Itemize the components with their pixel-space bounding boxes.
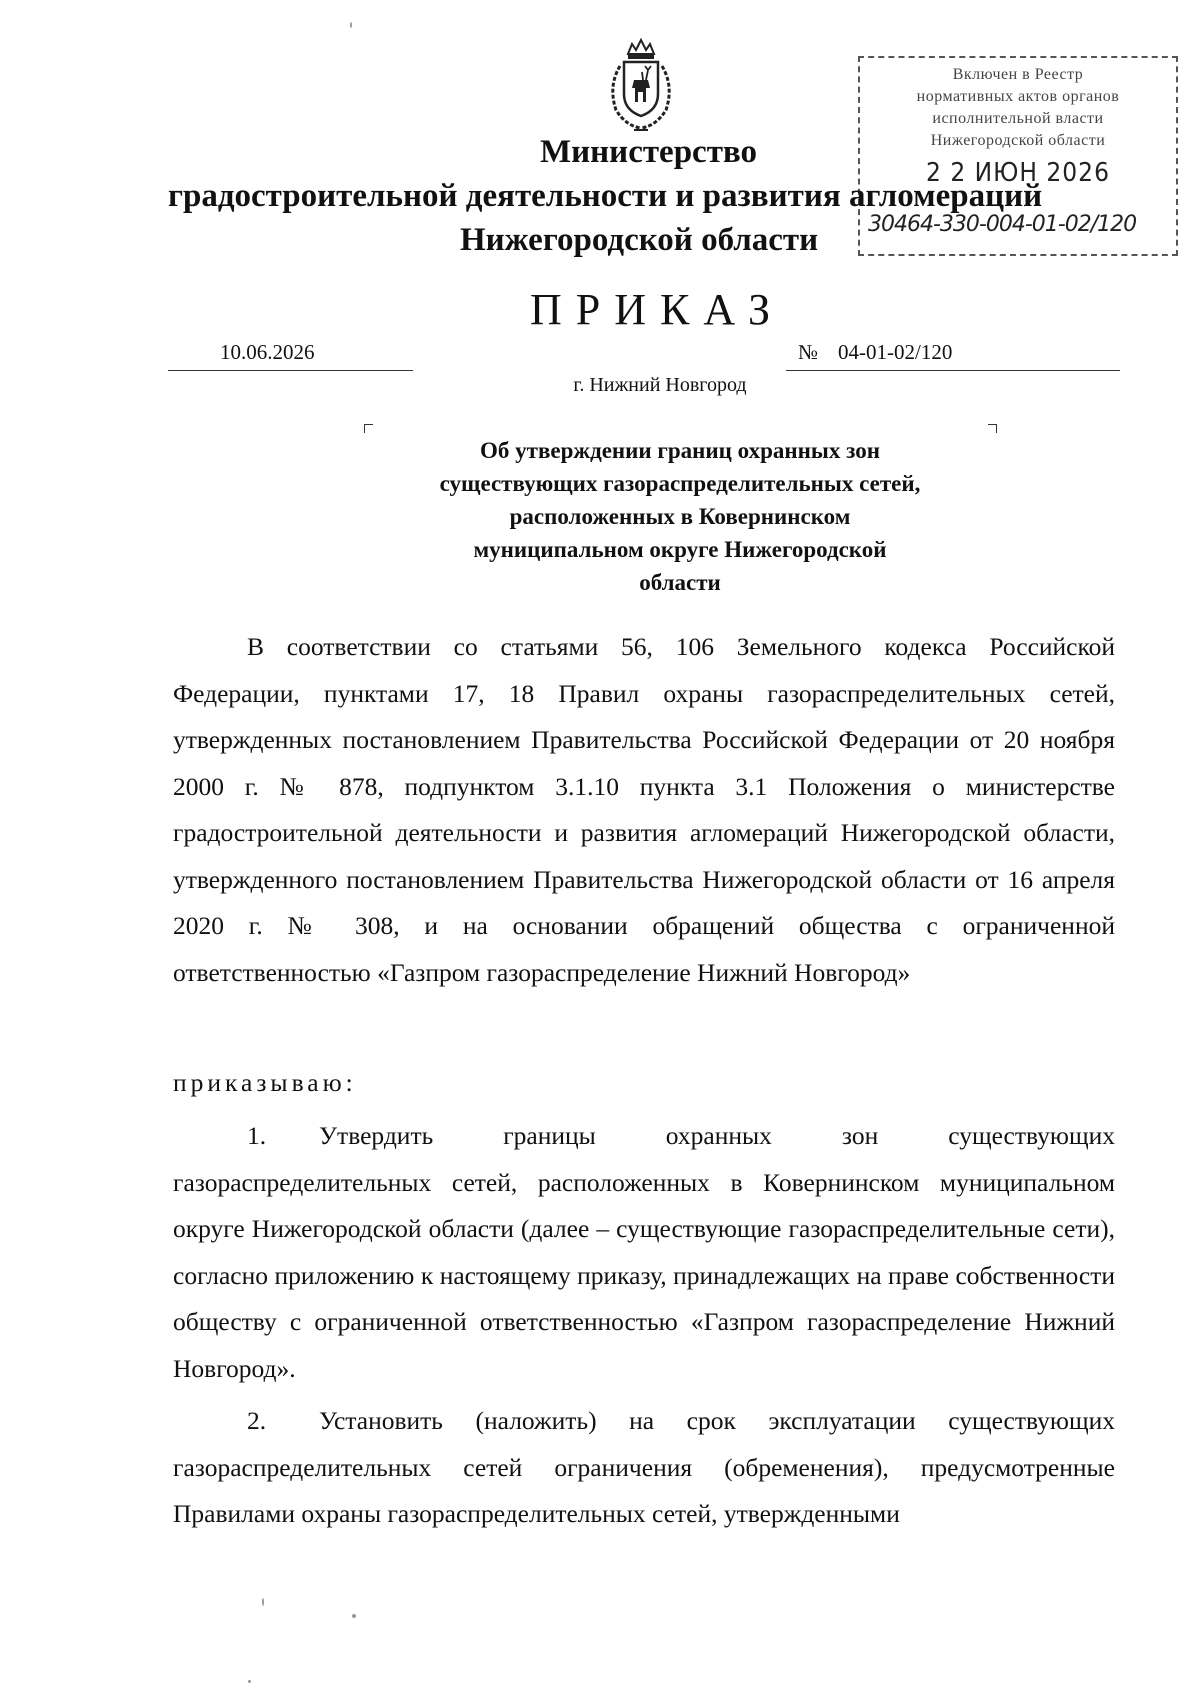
subject-corner-left xyxy=(364,424,373,433)
order-word: приказываю: xyxy=(173,1068,357,1097)
item-2-paragraph xyxy=(173,1398,1115,1538)
registry-stamp xyxy=(858,56,1178,256)
order-title: ПРИКАЗ xyxy=(530,285,785,334)
number-sign: № xyxy=(798,340,819,364)
scan-speck xyxy=(262,1598,264,1606)
scan-speck xyxy=(350,22,352,28)
item-2-number: 2. xyxy=(247,1406,267,1435)
stamp-line-3: исполнительной власти xyxy=(932,110,1104,127)
stamp-line-1: Включен в Реестр xyxy=(952,66,1084,83)
order-date-field xyxy=(168,340,413,371)
order-subject xyxy=(364,434,996,599)
subject-line-4: муниципальном округе Нижегородской xyxy=(473,537,887,562)
item-1-paragraph xyxy=(173,1113,1115,1392)
order-city: г. Нижний Новгород xyxy=(573,374,747,396)
subject-corner-right xyxy=(988,424,997,433)
ministry-title-line-1: Министерство xyxy=(540,134,757,170)
ministry-title-line-3: Нижегородской области xyxy=(460,222,819,258)
stamp-date: 2 2 ИЮН 2026 xyxy=(926,158,1110,188)
item-2-text: Установить (наложить) на срок эксплуатации существующих газораспределительных сетей ограничения (обременения), предусмотренные Правилами охраны газораспределительных сетей, утвержденными xyxy=(173,1406,1115,1528)
subject-line-1: Об утверждении границ охранных зон xyxy=(480,438,880,463)
ministry-title-line-2: градостроительной деятельности и развития агломераций xyxy=(168,178,1043,214)
stamp-registry-number: 30464-330-004-01-02/120 xyxy=(868,212,1137,237)
subject-line-5: области xyxy=(639,570,721,595)
preamble-paragraph: В соответствии со статьями 56, 106 Земельного кодекса Российской Федерации, пунктами 17, 18 Правил охраны газораспределительных сетей, утвержденных постановлением Правительства Российской Федерации от 20 ноября 2000 г. № 878, подпунктом 3.1.10 пункта 3.1 Положения о министерстве градостроительной деятельности и развития агломераций Нижегородской области, утвержденного постановлением Правительства Нижегородской области от 16 апреля 2020 г. № 308, и на основании обращений общества с ограниченной ответственностью «Газпром газораспределение Нижний Новгород» xyxy=(173,632,1115,987)
stamp-line-4: Нижегородской области xyxy=(930,132,1106,149)
scan-speck xyxy=(352,1614,356,1618)
subject-line-2: существующих газораспределительных сетей, xyxy=(439,471,921,496)
order-number: 04-01-02/120 xyxy=(838,340,953,364)
stamp-line-2: нормативных актов органов xyxy=(916,88,1120,105)
order-number-field xyxy=(786,340,1120,371)
item-1-number: 1. xyxy=(247,1121,267,1150)
order-date: 10.06.2026 xyxy=(220,340,315,364)
scan-speck xyxy=(248,1680,251,1683)
nizhny-novgorod-coat-of-arms-icon xyxy=(598,36,684,136)
item-1-text: Утвердить границы охранных зон существующих газораспределительных сетей, расположенных в Ковернинском муниципальном округе Нижегородской области (далее – существующие газораспределительные сети), согласно приложению к настоящему приказу, принадлежащих на праве собственности обществу с ограниченной ответственностью «Газпром газораспределение Нижний Новгород». xyxy=(173,1121,1115,1383)
subject-line-3: расположенных в Ковернинском xyxy=(509,504,851,529)
